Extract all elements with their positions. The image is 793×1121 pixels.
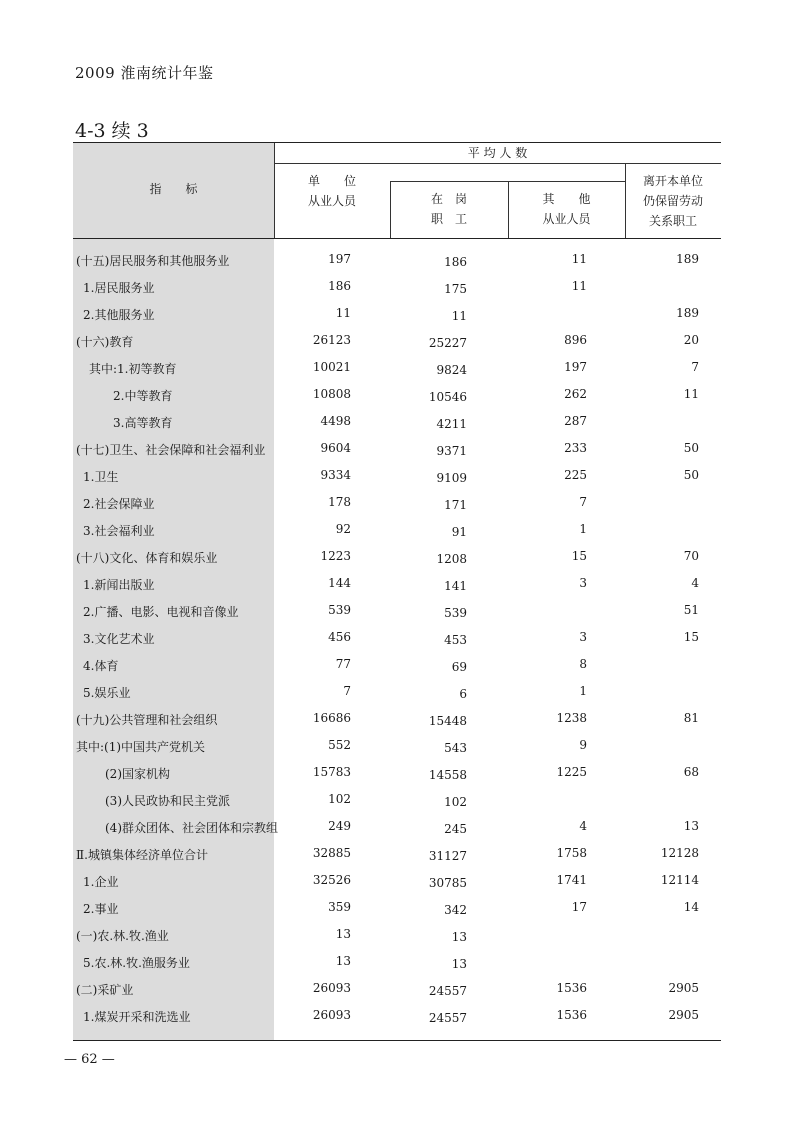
cell-c4: 12128 bbox=[660, 846, 699, 860]
row-indicator-label: 1.居民服务业 bbox=[83, 281, 155, 295]
table-row bbox=[73, 570, 721, 597]
cell-c4: 12114 bbox=[660, 873, 699, 887]
cell-c2: 186 bbox=[444, 255, 467, 269]
table-row bbox=[73, 894, 721, 921]
header-left-unit-line1: 离开本单位 bbox=[642, 174, 703, 188]
cell-c1: 359 bbox=[328, 900, 351, 914]
table-row bbox=[73, 732, 721, 759]
cell-c4: 81 bbox=[683, 711, 699, 725]
cell-c1: 9334 bbox=[320, 468, 351, 482]
table-row bbox=[73, 975, 721, 1002]
table-row bbox=[73, 624, 721, 651]
cell-c3: 1225 bbox=[556, 765, 587, 779]
row-indicator-label: 3.文化艺术业 bbox=[83, 632, 155, 646]
cell-c3: 225 bbox=[564, 468, 587, 482]
header-left-unit-line2: 仍保留劳动 bbox=[642, 194, 703, 208]
cell-c1: 26123 bbox=[312, 333, 351, 347]
header-onpost-workers bbox=[390, 189, 508, 229]
cell-c2: 14558 bbox=[428, 768, 467, 782]
cell-c4: 7 bbox=[691, 360, 699, 374]
running-head: 2009 淮南统计年鉴 bbox=[75, 64, 214, 82]
row-indicator-label: 3.社会福利业 bbox=[83, 524, 155, 538]
cell-c4: 189 bbox=[676, 252, 699, 266]
table-row bbox=[73, 921, 721, 948]
table-title: 4-3 续 3 bbox=[75, 120, 149, 142]
row-indicator-label: (4)群众团体、社会团体和宗教组 bbox=[105, 821, 278, 835]
cell-c1: 10808 bbox=[312, 387, 351, 401]
cell-c3: 11 bbox=[571, 279, 587, 293]
table-row bbox=[73, 273, 721, 300]
page-number: — 62 — bbox=[64, 1052, 115, 1067]
cell-c1: 456 bbox=[328, 630, 351, 644]
cell-c2: 171 bbox=[444, 498, 467, 512]
table-row bbox=[73, 1002, 721, 1029]
cell-c1: 77 bbox=[335, 657, 351, 671]
cell-c3: 3 bbox=[579, 630, 587, 644]
cell-c4: 20 bbox=[683, 333, 699, 347]
row-indicator-label: 2.事业 bbox=[83, 902, 119, 916]
cell-c1: 197 bbox=[328, 252, 351, 266]
header-rule bbox=[390, 181, 625, 182]
cell-c2: 453 bbox=[444, 633, 467, 647]
cell-c3: 233 bbox=[564, 441, 587, 455]
cell-c2: 245 bbox=[444, 822, 467, 836]
cell-c1: 249 bbox=[328, 819, 351, 833]
cell-c2: 539 bbox=[444, 606, 467, 620]
cell-c2: 91 bbox=[451, 525, 467, 539]
table-row bbox=[73, 813, 721, 840]
cell-c1: 15783 bbox=[312, 765, 351, 779]
header-other-line2: 从业人员 bbox=[542, 212, 591, 226]
cell-c4: 14 bbox=[683, 900, 699, 914]
header-unit-employees-line2: 从业人员 bbox=[307, 194, 356, 208]
row-indicator-label: 2.广播、电影、电视和音像业 bbox=[83, 605, 239, 619]
cell-c1: 11 bbox=[335, 306, 351, 320]
cell-c4: 50 bbox=[683, 468, 699, 482]
table-row bbox=[73, 381, 721, 408]
table-row bbox=[73, 678, 721, 705]
cell-c3: 197 bbox=[564, 360, 587, 374]
table-row bbox=[73, 597, 721, 624]
cell-c2: 31127 bbox=[428, 849, 467, 863]
table-row bbox=[73, 462, 721, 489]
cell-c3: 1238 bbox=[556, 711, 587, 725]
table-row bbox=[73, 246, 721, 273]
row-indicator-label: Ⅱ.城镇集体经济单位合计 bbox=[76, 848, 208, 862]
table-row bbox=[73, 327, 721, 354]
header-onpost-line2: 职 工 bbox=[430, 212, 467, 226]
table-row bbox=[73, 867, 721, 894]
cell-c1: 10021 bbox=[312, 360, 351, 374]
table-row bbox=[73, 408, 721, 435]
cell-c2: 11 bbox=[451, 309, 467, 323]
header-onpost-line1: 在 岗 bbox=[430, 192, 467, 206]
cell-c4: 2905 bbox=[668, 1008, 699, 1022]
cell-c4: 13 bbox=[683, 819, 699, 833]
cell-c2: 9371 bbox=[436, 444, 467, 458]
cell-c4: 68 bbox=[683, 765, 699, 779]
cell-c2: 1208 bbox=[436, 552, 467, 566]
cell-c4: 50 bbox=[683, 441, 699, 455]
cell-c1: 539 bbox=[328, 603, 351, 617]
row-indicator-label: 1.新闻出版业 bbox=[83, 578, 155, 592]
cell-c4: 70 bbox=[683, 549, 699, 563]
header-indicator: 指 标 bbox=[149, 182, 198, 196]
cell-c1: 178 bbox=[328, 495, 351, 509]
cell-c2: 24557 bbox=[428, 1011, 467, 1025]
header-unit-employees bbox=[274, 171, 390, 211]
row-indicator-label: 其中:1.初等教育 bbox=[89, 362, 177, 376]
cell-c1: 13 bbox=[335, 954, 351, 968]
cell-c3: 4 bbox=[579, 819, 587, 833]
row-indicator-label: (一)农.林.牧.渔业 bbox=[76, 929, 169, 943]
cell-c2: 25227 bbox=[428, 336, 467, 350]
cell-c1: 32526 bbox=[312, 873, 351, 887]
cell-c3: 7 bbox=[579, 495, 587, 509]
header-avg-persons: 平 均 人 数 bbox=[467, 146, 528, 160]
row-indicator-label: 2.社会保障业 bbox=[83, 497, 155, 511]
cell-c3: 1741 bbox=[556, 873, 587, 887]
cell-c2: 6 bbox=[459, 687, 467, 701]
cell-c2: 342 bbox=[444, 903, 467, 917]
cell-c2: 141 bbox=[444, 579, 467, 593]
cell-c3: 287 bbox=[564, 414, 587, 428]
cell-c2: 4211 bbox=[436, 417, 467, 431]
cell-c3: 896 bbox=[564, 333, 587, 347]
cell-c2: 9824 bbox=[436, 363, 467, 377]
header-rule bbox=[274, 163, 721, 164]
row-indicator-label: (3)人民政协和民主党派 bbox=[105, 794, 230, 808]
table-row bbox=[73, 300, 721, 327]
cell-c2: 102 bbox=[444, 795, 467, 809]
table-row bbox=[73, 354, 721, 381]
row-indicator-label: 1.企业 bbox=[83, 875, 119, 889]
header-left-unit-workers bbox=[625, 171, 721, 231]
row-indicator-label: 3.高等教育 bbox=[113, 416, 173, 430]
cell-c3: 9 bbox=[579, 738, 587, 752]
row-indicator-label: 5.农.林.牧.渔服务业 bbox=[83, 956, 190, 970]
cell-c3: 1536 bbox=[556, 1008, 587, 1022]
table-row bbox=[73, 786, 721, 813]
header-other-line1: 其 他 bbox=[542, 192, 591, 206]
cell-c4: 189 bbox=[676, 306, 699, 320]
cell-c4: 51 bbox=[683, 603, 699, 617]
cell-c3: 1 bbox=[579, 684, 587, 698]
cell-c1: 16686 bbox=[312, 711, 351, 725]
header-left-unit-line3: 关系职工 bbox=[648, 214, 697, 228]
row-indicator-label: (十五)居民服务和其他服务业 bbox=[76, 254, 230, 268]
table-row bbox=[73, 651, 721, 678]
row-indicator-label: (二)采矿业 bbox=[76, 983, 134, 997]
cell-c2: 543 bbox=[444, 741, 467, 755]
table-row bbox=[73, 705, 721, 732]
cell-c2: 30785 bbox=[428, 876, 467, 890]
cell-c2: 175 bbox=[444, 282, 467, 296]
header-other-employees bbox=[508, 189, 625, 229]
table-body bbox=[73, 239, 721, 1041]
row-indicator-label: (十六)教育 bbox=[76, 335, 134, 349]
cell-c2: 13 bbox=[451, 957, 467, 971]
cell-c4: 11 bbox=[683, 387, 699, 401]
cell-c4: 15 bbox=[683, 630, 699, 644]
cell-c4: 4 bbox=[691, 576, 699, 590]
cell-c1: 13 bbox=[335, 927, 351, 941]
row-indicator-label: 4.体育 bbox=[83, 659, 119, 673]
row-indicator-label: 其中:(1)中国共产党机关 bbox=[76, 740, 206, 754]
cell-c1: 4498 bbox=[320, 414, 351, 428]
cell-c3: 1 bbox=[579, 522, 587, 536]
cell-c1: 1223 bbox=[320, 549, 351, 563]
table-row bbox=[73, 948, 721, 975]
cell-c2: 9109 bbox=[436, 471, 467, 485]
cell-c1: 552 bbox=[328, 738, 351, 752]
row-indicator-label: 1.卫生 bbox=[83, 470, 119, 484]
table-header bbox=[73, 142, 721, 239]
row-indicator-label: (十八)文化、体育和娱乐业 bbox=[76, 551, 218, 565]
table-row bbox=[73, 516, 721, 543]
cell-c2: 10546 bbox=[428, 390, 467, 404]
cell-c2: 69 bbox=[451, 660, 467, 674]
table-row bbox=[73, 759, 721, 786]
cell-c1: 92 bbox=[335, 522, 351, 536]
table-row bbox=[73, 489, 721, 516]
table-row bbox=[73, 435, 721, 462]
cell-c3: 262 bbox=[564, 387, 587, 401]
cell-c2: 24557 bbox=[428, 984, 467, 998]
cell-c1: 26093 bbox=[312, 1008, 351, 1022]
table-row bbox=[73, 840, 721, 867]
cell-c3: 8 bbox=[579, 657, 587, 671]
row-indicator-label: (十七)卫生、社会保障和社会福利业 bbox=[76, 443, 266, 457]
row-indicator-label: 2.中等教育 bbox=[113, 389, 173, 403]
row-indicator-label: 1.煤炭开采和洗选业 bbox=[83, 1010, 191, 1024]
cell-c1: 102 bbox=[328, 792, 351, 806]
row-indicator-label: 5.娱乐业 bbox=[83, 686, 131, 700]
statistics-table bbox=[73, 142, 721, 1041]
cell-c3: 17 bbox=[571, 900, 587, 914]
cell-c1: 26093 bbox=[312, 981, 351, 995]
cell-c3: 1758 bbox=[556, 846, 587, 860]
cell-c3: 1536 bbox=[556, 981, 587, 995]
cell-c2: 15448 bbox=[428, 714, 467, 728]
cell-c3: 15 bbox=[571, 549, 587, 563]
cell-c3: 11 bbox=[571, 252, 587, 266]
row-indicator-label: (十九)公共管理和社会组织 bbox=[76, 713, 218, 727]
header-unit-employees-line1: 单 位 bbox=[307, 174, 356, 188]
cell-c1: 32885 bbox=[312, 846, 351, 860]
cell-c3: 3 bbox=[579, 576, 587, 590]
table-row bbox=[73, 543, 721, 570]
cell-c4: 2905 bbox=[668, 981, 699, 995]
cell-c1: 186 bbox=[328, 279, 351, 293]
row-indicator-label: 2.其他服务业 bbox=[83, 308, 155, 322]
cell-c1: 7 bbox=[343, 684, 351, 698]
cell-c1: 144 bbox=[328, 576, 351, 590]
cell-c2: 13 bbox=[451, 930, 467, 944]
row-indicator-label: (2)国家机构 bbox=[105, 767, 170, 781]
cell-c1: 9604 bbox=[320, 441, 351, 455]
